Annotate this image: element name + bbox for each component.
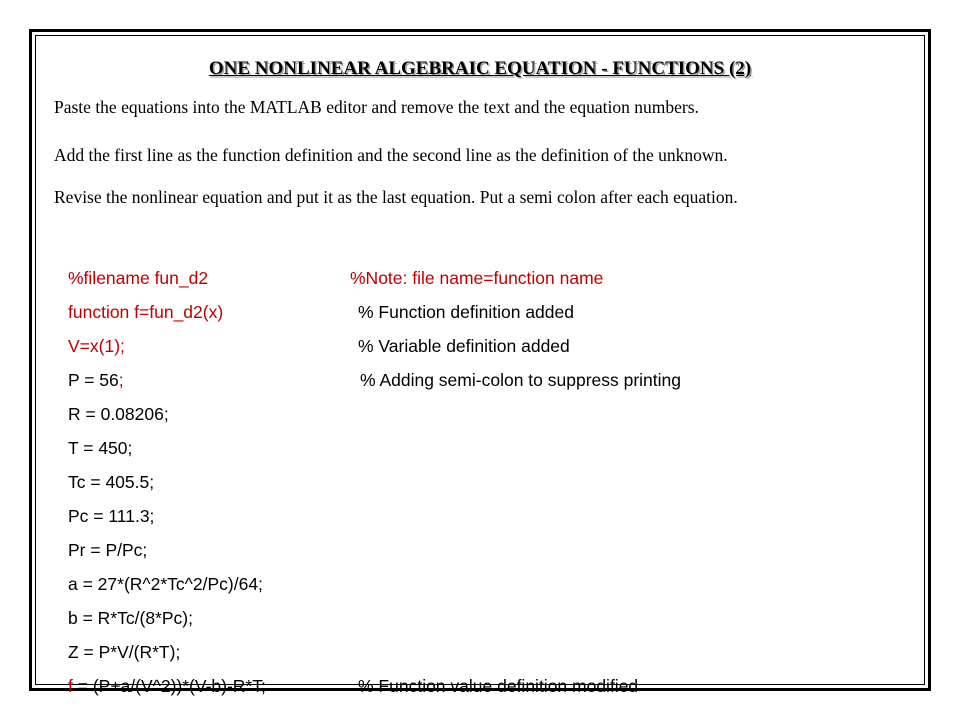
- code-text: function f=fun_d2(x): [68, 302, 224, 322]
- code-comment: %Note: file name=function name: [350, 268, 604, 288]
- code-line: Pc = 111.3;: [68, 506, 155, 526]
- code-line: Pr = P/Pc;: [68, 540, 148, 560]
- code-line: [68, 300, 574, 334]
- code-line: [68, 334, 570, 368]
- code-comment: % Variable definition added: [358, 336, 570, 356]
- code-line: a = 27*(R^2*Tc^2/Pc)/64;: [68, 574, 263, 594]
- matlab-code-block: [68, 266, 682, 708]
- code-line: [68, 368, 682, 402]
- code-line: b = R*Tc/(8*Pc);: [68, 608, 193, 628]
- code-line: Tc = 405.5;: [68, 472, 155, 492]
- instruction-paragraph-1: Paste the equations into the MATLAB editor and remove the text and the equation numbers.: [54, 97, 699, 117]
- code-text: V=x(1);: [68, 336, 125, 356]
- code-text: = (P+a/(V^2))*(V-b)-R*T;: [72, 676, 266, 696]
- instruction-paragraph-3: Revise the nonlinear equation and put it as the last equation. Put a semi colon after each equation.: [54, 187, 738, 207]
- code-line: Z = P*V/(R*T);: [68, 642, 181, 662]
- code-semicolon: ;: [118, 370, 124, 390]
- code-comment: % Function value definition modified: [358, 676, 639, 696]
- code-comment: % Function definition added: [358, 302, 574, 322]
- code-line: [68, 266, 604, 300]
- instruction-paragraph-2: Add the first line as the function definition and the second line as the definition of the unknown.: [54, 145, 728, 165]
- code-text: %filename fun_d2: [68, 268, 209, 288]
- slide-title: ONE NONLINEAR ALGEBRAIC EQUATION - FUNCTIONS (2): [208, 58, 752, 79]
- code-text: P = 56: [68, 370, 119, 390]
- code-line: R = 0.08206;: [68, 404, 169, 424]
- code-comment: % Adding semi-colon to suppress printing: [360, 370, 682, 390]
- code-line: [68, 674, 639, 708]
- code-variable: f: [68, 676, 73, 696]
- code-line: T = 450;: [68, 438, 133, 458]
